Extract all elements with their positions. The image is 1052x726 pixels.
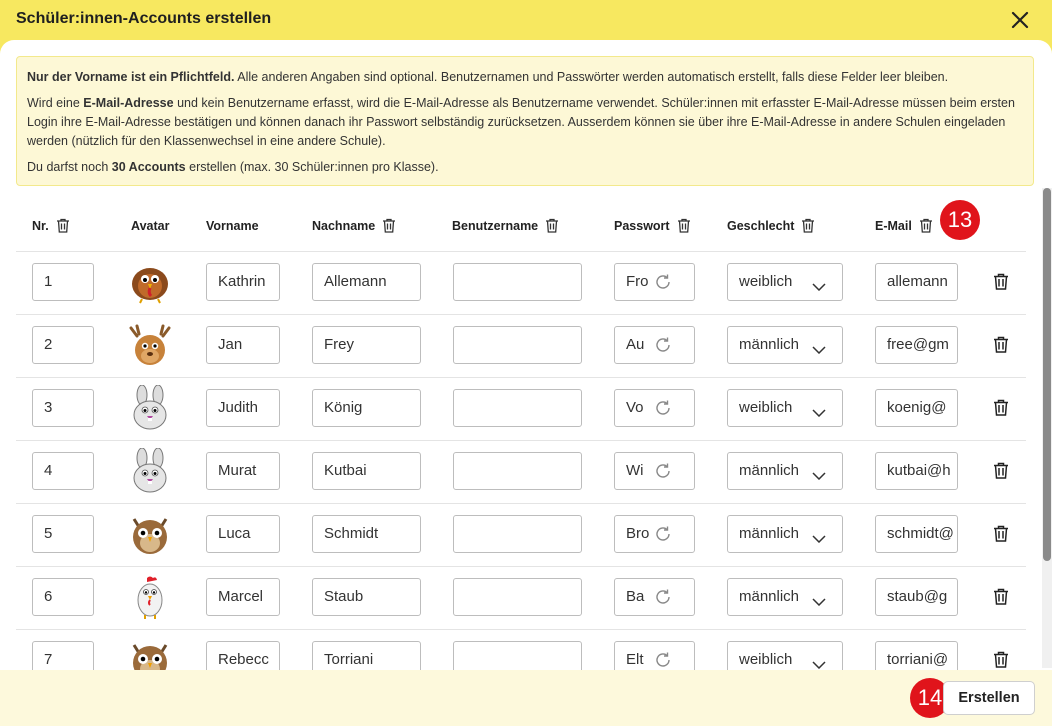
scrollbar-thumb[interactable] [1043,188,1051,561]
info-email-bold: E-Mail-Adresse [83,96,174,110]
header-benutzername-label: Benutzername [452,218,539,233]
chevron-down-icon [812,530,826,538]
avatar-chicken[interactable] [127,574,173,620]
nachname-field[interactable]: Kutbai [312,452,421,490]
trash-icon[interactable] [56,218,70,233]
avatar-rabbit[interactable] [127,385,173,431]
passwort-field[interactable]: Wi [614,452,695,490]
trash-icon[interactable] [677,218,691,233]
nr-field[interactable]: 4 [32,452,94,490]
chevron-down-icon [812,467,826,475]
avatar-owl[interactable] [127,511,173,557]
info-required-note [27,68,1023,87]
header-avatar [131,218,169,232]
header-email-label: E-Mail [875,218,912,233]
header-passwort [614,218,691,233]
nr-field[interactable]: 3 [32,389,94,427]
vorname-field[interactable]: Murat [206,452,280,490]
refresh-icon[interactable] [653,650,673,670]
refresh-icon[interactable] [653,587,673,607]
benutzername-field[interactable] [453,326,582,364]
benutzername-field[interactable] [453,515,582,553]
chevron-down-icon [812,278,826,286]
trash-icon[interactable] [545,218,559,233]
trash-icon[interactable] [801,218,815,233]
info-email-text: und kein Benutzername erfasst, wird die E-Mail-Adresse als Benutzername verwendet. Schüler:innen mit erfasster E-Mail-Adresse müssen beim ersten Login ihre E-Mail-Adresse bestätigen und können danach ihr Passwort selbständig zurücksetzen. Ausserdem können sie über ihre E-Mail-Adresse in andere Schulen eingeladen werden (nützlich für den Klassenwechsel in eine andere Schule). [27,96,1015,148]
refresh-icon[interactable] [653,272,673,292]
header-passwort-label: Passwort [614,218,670,233]
delete-row-icon[interactable] [993,399,1009,416]
row-separator [16,440,1026,441]
geschlecht-select[interactable]: männlich [727,578,843,616]
nachname-field[interactable]: Staub [312,578,421,616]
geschlecht-select[interactable]: weiblich [727,389,843,427]
geschlecht-select[interactable]: männlich [727,452,843,490]
header-nr-label: Nr. [32,218,49,233]
delete-row-icon[interactable] [993,588,1009,605]
email-field[interactable]: allemann [875,263,958,301]
vorname-field[interactable]: Judith [206,389,280,427]
header-avatar-label: Avatar [131,219,170,233]
header-geschlecht [727,218,815,233]
delete-row-icon[interactable] [993,525,1009,542]
avatar-moose[interactable] [127,322,173,368]
close-icon[interactable] [1010,10,1030,30]
refresh-icon[interactable] [653,461,673,481]
info-quota-text: erstellen (max. 30 Schüler:innen pro Klasse). [185,160,439,174]
nr-field[interactable]: 5 [32,515,94,553]
avatar-turkey[interactable] [127,259,173,305]
header-benutzername [452,218,559,233]
email-field[interactable]: schmidt@ [875,515,958,553]
passwort-field[interactable]: Vo [614,389,695,427]
nr-field[interactable]: 6 [32,578,94,616]
chevron-down-icon [812,404,826,412]
chevron-down-icon [812,656,826,664]
refresh-icon[interactable] [653,335,673,355]
vorname-field[interactable]: Marcel [206,578,280,616]
step-badge-13: 13 [940,200,980,240]
row-separator [16,251,1026,252]
trash-icon[interactable] [382,218,396,233]
row-separator [16,629,1026,630]
row-separator [16,566,1026,567]
info-required-bold: Nur der Vorname ist ein Pflichtfeld. [27,70,235,84]
email-field[interactable]: kutbai@h [875,452,958,490]
info-email-text-a: Wird eine [27,96,84,110]
dialog-header [0,0,1052,40]
create-button[interactable]: Erstellen [943,681,1035,715]
passwort-field[interactable]: Bro [614,515,695,553]
chevron-down-icon [812,593,826,601]
info-quota-bold: 30 Accounts [111,160,186,174]
passwort-field[interactable]: Au [614,326,695,364]
vorname-field[interactable]: Kathrin [206,263,280,301]
nachname-field[interactable]: Torriani [312,641,421,679]
email-field[interactable]: koenig@ [875,389,958,427]
nr-field[interactable]: 7 [32,641,94,679]
info-email-note [27,94,1023,151]
passwort-field[interactable]: Ba [614,578,695,616]
email-field[interactable]: torriani@ [875,641,958,679]
info-required-text: Alle anderen Angaben sind optional. Benutzernamen und Passwörter werden automatisch erstellt, falls diese Felder leer bleiben. [234,70,949,84]
refresh-icon[interactable] [653,398,673,418]
nachname-field[interactable]: Allemann [312,263,421,301]
nachname-field[interactable]: Frey [312,326,421,364]
passwort-field[interactable]: Fro [614,263,695,301]
nachname-field[interactable]: Schmidt [312,515,421,553]
geschlecht-select[interactable]: weiblich [727,641,843,679]
geschlecht-select[interactable]: männlich [727,515,843,553]
chevron-down-icon [812,341,826,349]
geschlecht-select[interactable]: weiblich [727,263,843,301]
header-nachname [312,218,396,233]
step-badge-14: 14 [910,678,950,718]
email-field[interactable]: free@gm [875,326,958,364]
geschlecht-select[interactable]: männlich [727,326,843,364]
header-email [875,218,933,233]
info-quota-text-a: Du darfst noch [27,160,112,174]
benutzername-field[interactable] [453,389,582,427]
nr-field[interactable]: 2 [32,326,94,364]
row-separator [16,314,1026,315]
vorname-field[interactable]: Rebecc [206,641,280,679]
benutzername-field[interactable] [453,578,582,616]
avatar-rabbit[interactable] [127,448,173,494]
vorname-field[interactable]: Luca [206,515,280,553]
delete-row-icon[interactable] [993,462,1009,479]
refresh-icon[interactable] [653,524,673,544]
info-box [16,56,1034,186]
delete-row-icon[interactable] [993,336,1009,353]
header-vorname [206,219,259,233]
header-nr [32,218,70,233]
email-field[interactable]: staub@g [875,578,958,616]
trash-icon[interactable] [919,218,933,233]
row-separator [16,503,1026,504]
header-nachname-label: Nachname [312,218,376,233]
nachname-field[interactable]: König [312,389,421,427]
passwort-field[interactable]: Elt [614,641,695,679]
vorname-field[interactable]: Jan [206,326,280,364]
dialog-title: Schüler:innen-Accounts erstellen [16,10,272,27]
header-geschlecht-label: Geschlecht [727,218,795,233]
header-vorname-label: Vorname [206,219,259,233]
benutzername-field[interactable] [453,263,582,301]
delete-row-icon[interactable] [993,651,1009,668]
nr-field[interactable]: 1 [32,263,94,301]
info-quota-note [27,158,1023,177]
benutzername-field[interactable] [453,452,582,490]
row-separator [16,377,1026,378]
dialog-body [0,40,1052,726]
delete-row-icon[interactable] [993,273,1009,290]
dialog-footer [0,670,1052,726]
